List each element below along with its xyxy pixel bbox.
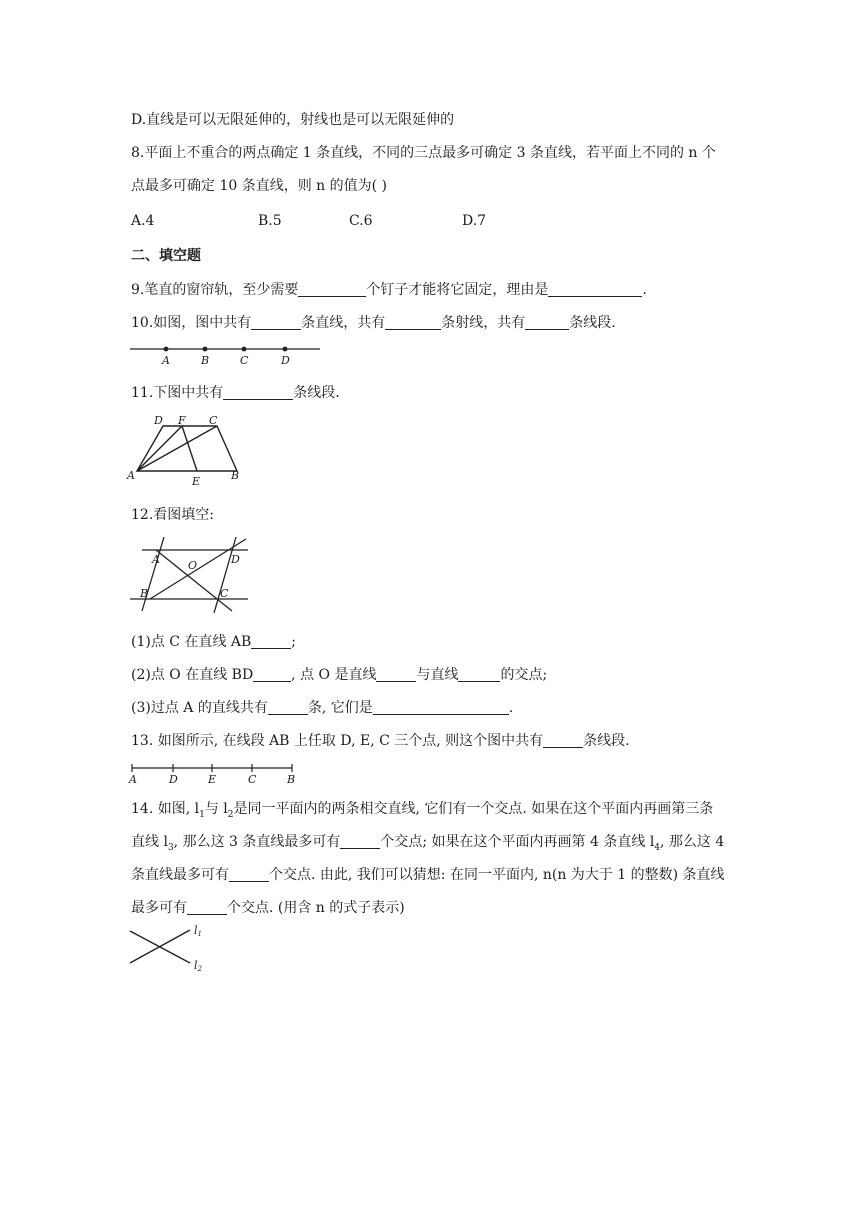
figure-q14-intersecting-lines — [128, 925, 218, 975]
fig12-label-a: A — [152, 553, 160, 566]
q14-text-1a: 14. 如图, l — [131, 801, 200, 817]
q13 — [131, 731, 630, 751]
q12-3-text-a: (3)过点 A 的直线共有 — [131, 700, 268, 716]
q11 — [131, 383, 340, 403]
q12-3-blank-2[interactable] — [373, 700, 509, 715]
fig11-label-d: D — [154, 414, 163, 427]
fig11-trapezoid — [137, 426, 237, 471]
fig14-label-l2: l2 — [194, 959, 202, 973]
figure-q12 — [128, 535, 258, 617]
q14-text-3b: 个交点. 由此, 我们可以猜想: 在同一平面内, n(n 为大于 1 的整数) 条直线 — [269, 867, 725, 883]
fig10-point-d — [283, 347, 288, 352]
q14-text-2c: 个交点; 如果在这个平面内再画第 4 条直线 l — [380, 834, 655, 850]
fig10-label-b: B — [201, 354, 210, 367]
q14-text-1b: 与 l — [204, 801, 228, 817]
q11-text-b: 条线段. — [293, 385, 340, 401]
fig10-label-d: D — [281, 354, 290, 367]
fig10-point-a — [164, 347, 169, 352]
q12-1-text-b: ; — [291, 634, 297, 650]
figure-q10-line — [128, 340, 328, 370]
fig11-label-c: C — [209, 414, 218, 427]
q10-blank-3[interactable] — [525, 315, 569, 330]
q13-text-a: 13. 如图所示, 在线段 AB 上任取 D, E, C 三个点, 则这个图中共有 — [131, 733, 544, 749]
q13-blank[interactable] — [543, 733, 583, 748]
q14-line-2 — [131, 832, 724, 858]
q12-3-blank-1[interactable] — [268, 700, 308, 715]
q8-line-1: 8.平面上不重合的两点确定 1 条直线，不同的三点最多可确定 3 条直线，若平面上不同的 n 个 — [131, 145, 716, 161]
q9 — [131, 280, 647, 300]
fig13-label-d: D — [169, 773, 178, 786]
q9-text-a: 9.笔直的窗帘轨，至少需要 — [131, 282, 299, 298]
q14-text-2a: 直线 l — [131, 834, 168, 850]
q10-text-a: 10.如图，图中共有 — [131, 315, 252, 331]
q12-1-text-a: (1)点 C 在直线 AB — [131, 634, 252, 650]
q14-sub-2: 2 — [227, 809, 234, 820]
q11-text-a: 11.下图中共有 — [131, 385, 224, 401]
q11-blank[interactable] — [223, 385, 293, 400]
fig14-label-l1: l1 — [194, 924, 202, 938]
q9-text-c: . — [642, 282, 647, 298]
fig12-line-dc — [214, 537, 236, 613]
fig13-label-c: C — [248, 773, 257, 786]
q14-blank-1[interactable] — [340, 834, 380, 849]
q10 — [131, 313, 616, 333]
q12-2-blank-1[interactable] — [253, 667, 291, 682]
q12-2-text-a: (2)点 O 在直线 BD — [131, 667, 254, 683]
q9-blank-2[interactable] — [548, 282, 642, 297]
q12-part-1 — [131, 632, 296, 652]
fig10-label-a: A — [162, 354, 170, 367]
fig13-label-e: E — [208, 773, 217, 786]
q14-sub-3: 3 — [167, 842, 174, 853]
q8-option-a: A.4 — [131, 213, 155, 229]
q8-line-2: 点最多可确定 10 条直线，则 n 的值为( ) — [131, 178, 388, 194]
q12-2-text-d: 的交点; — [500, 667, 548, 683]
q8-option-d: D.7 — [462, 213, 487, 229]
q14-text-1c: 是同一平面内的两条相交直线, 它们有一个交点. 如果在这个平面内再画第三条 — [233, 801, 714, 817]
fig12-label-d: D — [231, 553, 240, 566]
q12-part-3 — [131, 698, 513, 718]
q14-text-2b: , 那么这 3 条直线最多可有 — [173, 834, 341, 850]
q10-text-d: 条线段. — [569, 315, 616, 331]
q14-blank-2[interactable] — [229, 867, 269, 882]
q12-2-text-b: , 点 O 是直线 — [291, 667, 377, 683]
fig12-line-bd — [150, 539, 246, 599]
q10-blank-2[interactable] — [385, 315, 441, 330]
q14-text-2d: , 那么这 4 — [660, 834, 725, 850]
q14-line-4 — [131, 898, 405, 918]
q8-option-b: B.5 — [258, 213, 282, 229]
figure-q11-trapezoid — [126, 414, 256, 489]
q14-text-4b: 个交点. (用含 n 的式子表示) — [227, 900, 405, 916]
fig12-label-c: C — [220, 587, 229, 600]
q14-line-1 — [131, 799, 713, 825]
q12-3-text-c: . — [508, 700, 514, 716]
fig11-label-a: A — [127, 469, 135, 482]
fig13-label-a: A — [129, 773, 137, 786]
section-fill-in-heading: 二、填空题 — [131, 248, 201, 264]
q14-sub-1: 1 — [199, 809, 205, 820]
q9-blank-1[interactable] — [298, 282, 366, 297]
q14-text-3a: 条直线最多可有 — [131, 867, 229, 883]
q13-text-b: 条线段. — [583, 733, 630, 749]
fig12-label-o: O — [188, 559, 198, 572]
fig11-label-b: B — [231, 469, 240, 482]
q7-option-d: D.直线是可以无限延伸的，射线也是可以无限延伸的 — [131, 112, 455, 128]
q12-1-blank[interactable] — [251, 634, 291, 649]
fig13-label-b: B — [287, 773, 296, 786]
q12-2-blank-2[interactable] — [376, 667, 416, 682]
q14-text-4a: 最多可有 — [131, 900, 187, 916]
fig11-segment-fe — [182, 426, 197, 471]
fig10-point-b — [203, 347, 208, 352]
q14-blank-3[interactable] — [187, 900, 227, 915]
fig10-point-c — [242, 347, 247, 352]
fig11-label-f: F — [178, 414, 186, 427]
q12-3-text-b: 条, 它们是 — [307, 700, 373, 716]
q10-text-c: 条射线，共有 — [441, 315, 526, 331]
fig11-label-e: E — [192, 475, 201, 488]
q14-line-3 — [131, 865, 725, 885]
q12-part-2 — [131, 665, 547, 685]
q9-text-b: 个钉子才能将它固定，理由是 — [366, 282, 549, 298]
figure-q13-segment — [128, 760, 308, 786]
q14-sub-4: 4 — [654, 842, 661, 853]
q12-title: 12.看图填空: — [131, 507, 214, 523]
fig11-segment-ac — [137, 426, 217, 471]
q10-blank-1[interactable] — [251, 315, 301, 330]
fig12-label-b: B — [140, 587, 149, 600]
q10-text-b: 条直线，共有 — [301, 315, 386, 331]
q12-2-text-c: 与直线 — [416, 667, 459, 683]
q12-2-blank-3[interactable] — [458, 667, 500, 682]
fig10-label-c: C — [240, 354, 249, 367]
q8-option-c: C.6 — [349, 213, 373, 229]
